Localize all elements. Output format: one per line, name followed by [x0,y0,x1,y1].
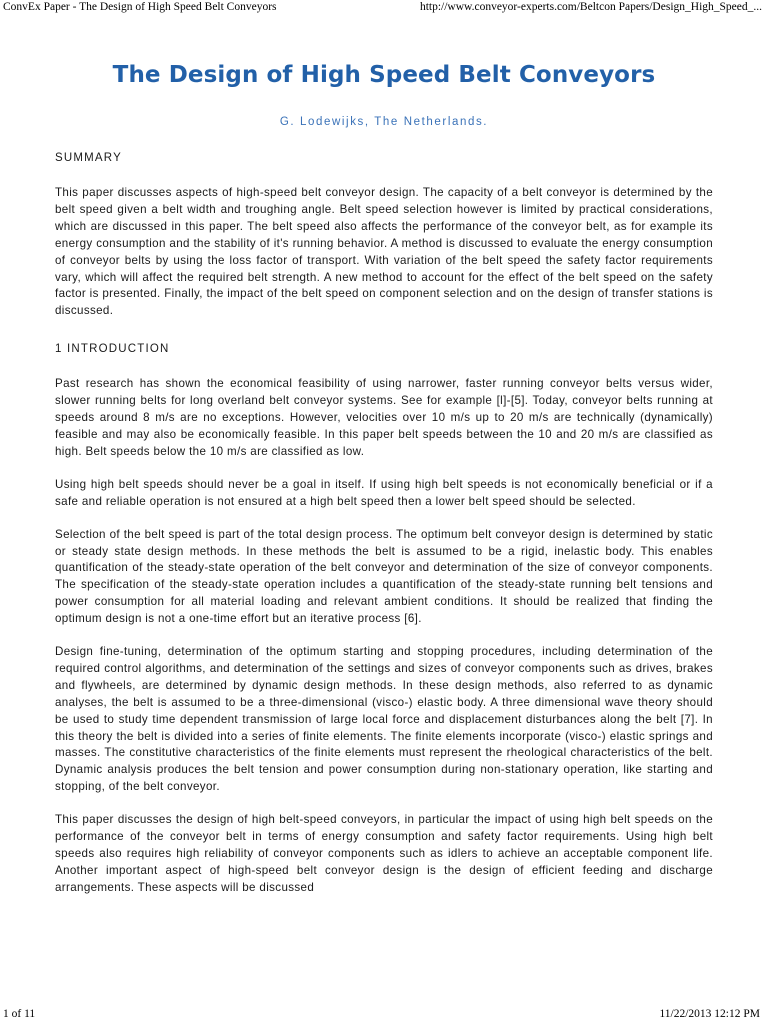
introduction-heading: 1 INTRODUCTION [55,343,170,356]
page-counter: 1 of 11 [3,1008,36,1020]
header-page-title: ConvEx Paper - The Design of High Speed Belt Conveyors [3,1,277,13]
intro-paragraph-1: Past research has shown the economical feasibility of using narrower, faster running conveyor belts versus wider, slower running belts for long overland belt conveyor systems. See for example [l]-[5]. Today, conveyor belts running at speeds around 8 m/s are no exceptions. However, velocities over 10 m/s up to 20 m/s are technically (dynamically) feasible and may also be economically feasible. In this paper belt speeds between the 10 and 20 m/s are classified as high. Belt speeds below the 10 m/s are classified as low. [55,377,713,458]
header-url: http://www.conveyor-experts.com/Beltcon Papers/Design_High_Speed_... [419,1,762,13]
paper-title: The Design of High Speed Belt Conveyors [112,62,656,88]
intro-paragraph-2: Using high belt speeds should never be a goal in itself. If using high belt speeds is not economically beneficial or if a safe and reliable operation is not ensured at a high belt speed then a lower belt speed should be selected. [55,477,713,508]
summary-heading: SUMMARY [55,152,122,164]
intro-paragraph-3: Selection of the belt speed is part of the total design process. The optimum belt conveyor design is determined by static or steady state design methods. In these methods the belt is assumed to be a rigid, inelastic body. This enables quantification of the steady-state operation of the belt conveyor and determination of the size of conveyor components. The specification of the steady-state operation includes a quantification of the steady-state running belt tensions and power consumption for all material loading and relevant ambient conditions. It should be realized that finding the optimum design is not a one-time effort but an iterative process [6]. [55,527,713,626]
intro-paragraph-5: This paper discusses the design of high belt-speed conveyors, in particular the impact of using high belt speeds on the performance of the conveyor belt in terms of energy consumption and safety factor requirements. Using high belt speeds also requires high reliability of conveyor components such as idlers to achieve an acceptable component life. Another important aspect of high-speed belt conveyor design is the design of efficient feeding and discharge arrangements. These aspects will be discussed [55,813,713,894]
print-timestamp: 11/22/2013 12:12 PM [659,1008,760,1020]
document-page [55,60,713,897]
intro-paragraph-4: Design fine-tuning, determination of the optimum starting and stopping procedures, including determination of the required control algorithms, and determination of the settings and sizes of conveyor components such as drives, brakes and flywheels, are determined by dynamic design methods. In these design methods, also referred to as dynamic analyses, the belt is assumed to be a three-dimensional (visco-) elastic body. A three dimensional wave theory should be used to study time dependent transmission of large local force and displacement disturbances along the belt [7]. In this theory the belt is divided into a series of finite elements. The finite elements incorporate (visco-) elastic springs and masses. The constitutive characteristics of the finite elements must represent the rheological characteristics of the belt. Dynamic analysis produces the belt tension and power consumption during non-stationary operation, like starting and stopping, of the belt conveyor. [55,645,713,794]
print-footer [0,1008,768,1024]
summary-paragraph: This paper discusses aspects of high-speed belt conveyor design. The capacity of a belt conveyor is determined by the belt speed given a belt width and troughing angle. Belt speed selection however is limited by practical considerations, which are discussed in this paper. The belt speed also affects the performance of the conveyor belt, as for example its energy consumption and the stability of it's running behavior. A method is discussed to evaluate the energy consumption of conveyor belts by using the loss factor of transport. With variation of the belt speed the safety factor requirements vary, which will affect the required belt strength. A new method to account for the effect of the belt speed on the safety factor is presented. Finally, the impact of the belt speed on component selection and on the design of transfer stations is discussed. [55,186,713,318]
paper-author: G. Lodewijks, The Netherlands. [279,116,489,128]
print-header [0,0,768,16]
